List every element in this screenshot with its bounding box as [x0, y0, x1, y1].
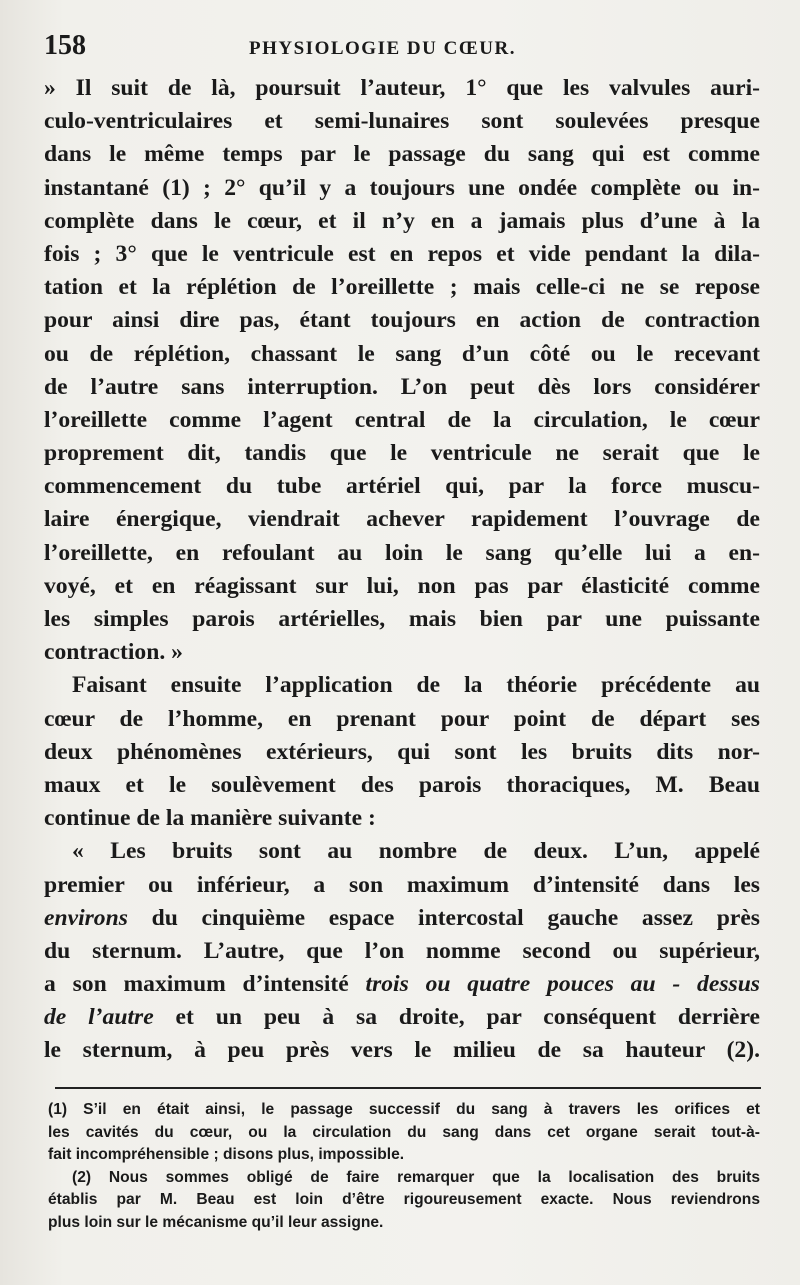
text-line: contraction. » — [44, 639, 183, 666]
text-line: instantané (1) ; 2° qu’il y a toujours une ondée complète ou in- — [44, 174, 760, 201]
text-run: a son maximum d’intensité — [44, 971, 366, 998]
text-line: proprement dit, tandis que le ventricule ne serait que le — [44, 440, 760, 467]
footnote-line: fait incompréhensible ; disons plus, impossible. — [48, 1146, 405, 1163]
text-line: complète dans le cœur, et il n’y en a jamais plus d’une à la — [44, 207, 760, 234]
footnote-divider — [55, 1087, 761, 1089]
text-run: et un peu à sa droite, par conséquent derrière — [153, 1004, 760, 1031]
text-run: du cinquième espace intercostal gauche assez près — [127, 904, 760, 931]
text-line: l’oreillette comme l’agent central de la circulation, le cœur — [44, 406, 760, 433]
footnote-line: plus loin sur le mécanisme qu’il leur assigne. — [48, 1213, 384, 1231]
text-line: l’oreillette, en refoulant au loin le sang qu’elle lui a en- — [44, 539, 760, 566]
text-line: continue de la manière suivante : — [44, 805, 376, 832]
text-line: du sternum. L’autre, que l’on nomme second ou supérieur, — [44, 937, 760, 964]
text-line: dans le même temps par le passage du sang qui est comme — [44, 141, 760, 168]
text-line: commencement du tube artériel qui, par la force muscu- — [44, 473, 760, 500]
text-line: pour ainsi dire pas, étant toujours en action de contraction — [44, 307, 760, 334]
text-line: fois ; 3° que le ventricule est en repos et vide pendant la dila- — [44, 240, 760, 267]
footnotes — [48, 1099, 760, 1234]
text-line: culo-ventriculaires et semi-lunaires sont soulevées presque — [44, 108, 760, 135]
text-line: voyé, et en réagissant sur lui, non pas par élasticité comme — [44, 572, 760, 599]
italic-text: environs — [44, 904, 128, 931]
footnote-line: les cavités du cœur, ou la circulation du sang dans cet organe serait tout-à- — [48, 1123, 760, 1141]
italic-text: trois ou quatre pouces au - dessus — [365, 971, 760, 998]
page-header — [44, 30, 760, 66]
text-line: Faisant ensuite l’application de la théorie précédente au — [72, 672, 760, 699]
text-line: deux phénomènes extérieurs, qui sont les bruits dits nor- — [44, 738, 760, 765]
text-line: laire énergique, viendrait achever rapidement l’ouvrage de — [44, 506, 760, 533]
text-line: maux et le soulèvement des parois thoraciques, M. Beau — [44, 771, 760, 798]
text-line — [44, 1001, 760, 1034]
text-line: ou de réplétion, chassant le sang d’un côté ou le recevant — [44, 340, 760, 367]
italic-text: de l’autre — [44, 1004, 154, 1031]
text-line: premier ou inférieur, a son maximum d’intensité dans les — [44, 871, 760, 898]
footnote-line: établis par M. Beau est loin d’être rigoureusement exacte. Nous reviendrons — [48, 1191, 760, 1208]
text-line: le sternum, à peu près vers le milieu de sa hauteur (2). — [44, 1037, 760, 1064]
text-line — [44, 968, 760, 1001]
text-line: » Il suit de là, poursuit l’auteur, 1° que les valvules auri- — [44, 75, 760, 101]
text-line: cœur de l’homme, en prenant pour point de départ ses — [44, 705, 760, 732]
text-line — [44, 902, 760, 935]
footnote-line: (1) S’il en était ainsi, le passage successif du sang à travers les orifices et — [48, 1101, 760, 1118]
footnote-line: (2) Nous sommes obligé de faire remarquer que la localisation des bruits — [72, 1168, 760, 1186]
running-title: PHYSIOLOGIE DU CŒUR. — [249, 38, 516, 59]
body-text — [44, 72, 760, 1068]
page-number: 158 — [44, 30, 86, 61]
text-line: « Les bruits sont au nombre de deux. L’un, appelé — [72, 838, 760, 865]
text-line: les simples parois artérielles, mais bien par une puissante — [44, 606, 760, 632]
text-line: de l’autre sans interruption. L’on peut dès lors considérer — [44, 373, 760, 400]
text-line: tation et la réplétion de l’oreillette ; mais celle-ci ne se repose — [44, 274, 760, 301]
